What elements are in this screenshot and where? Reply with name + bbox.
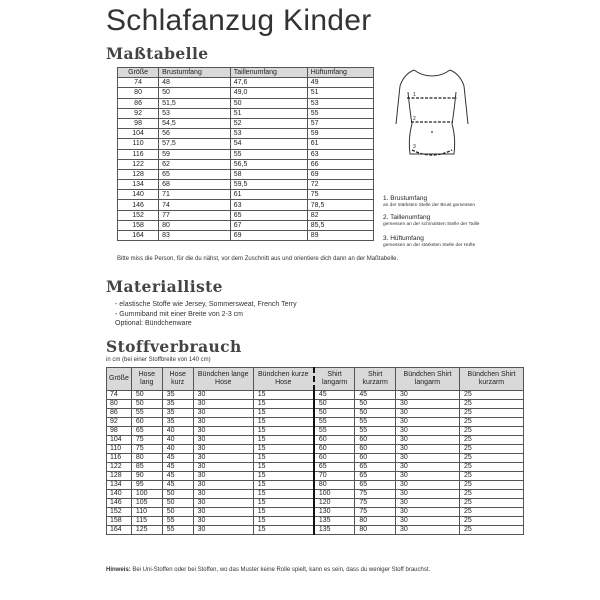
table-cell: 85,5 xyxy=(307,220,373,230)
table-row xyxy=(107,481,524,490)
table-cell: 100 xyxy=(131,490,162,499)
table-cell: 74 xyxy=(107,391,132,400)
fabric-table-body xyxy=(107,391,524,535)
table-cell: 25 xyxy=(459,454,523,463)
table-cell: 45 xyxy=(162,472,193,481)
size-table-header-row xyxy=(118,68,374,78)
table-cell: 57 xyxy=(307,118,373,128)
table-cell: 146 xyxy=(118,200,159,210)
table-cell: 55 xyxy=(314,427,355,436)
table-cell: 65 xyxy=(230,210,307,220)
table-cell: 85 xyxy=(131,463,162,472)
table-row xyxy=(118,220,374,230)
column-header: Hüftumfang xyxy=(307,68,373,78)
table-row xyxy=(107,499,524,508)
column-header: Taillenumfang xyxy=(230,68,307,78)
legend-item-2: 2. Taillenumfang gemessen an der schmalsten Stelle der Taille xyxy=(383,214,480,227)
column-header: Bündchen lange Hose xyxy=(193,368,253,391)
fabric-table xyxy=(106,367,524,535)
table-cell: 30 xyxy=(193,490,253,499)
material-item: Optional: Bündchenware xyxy=(115,320,192,327)
table-cell: 15 xyxy=(253,517,314,526)
table-cell: 30 xyxy=(395,400,459,409)
table-cell: 53 xyxy=(307,98,373,108)
table-cell: 74 xyxy=(159,200,231,210)
table-cell: 65 xyxy=(314,463,355,472)
table-cell: 45 xyxy=(314,391,355,400)
table-row xyxy=(118,129,374,139)
table-cell: 122 xyxy=(118,159,159,169)
table-cell: 75 xyxy=(307,190,373,200)
table-cell: 60 xyxy=(355,454,396,463)
table-row xyxy=(118,210,374,220)
table-cell: 80 xyxy=(159,220,231,230)
table-cell: 30 xyxy=(395,517,459,526)
table-row xyxy=(107,472,524,481)
table-cell: 69 xyxy=(230,231,307,241)
table-cell: 45 xyxy=(162,454,193,463)
table-cell: 105 xyxy=(131,499,162,508)
table-cell: 72 xyxy=(307,180,373,190)
table-cell: 110 xyxy=(131,508,162,517)
table-row xyxy=(118,108,374,118)
table-cell: 83 xyxy=(159,231,231,241)
table-cell: 80 xyxy=(107,400,132,409)
table-cell: 65 xyxy=(159,169,231,179)
table-cell: 15 xyxy=(253,463,314,472)
table-cell: 55 xyxy=(162,526,193,535)
table-cell: 86 xyxy=(107,409,132,418)
table-cell: 89 xyxy=(307,231,373,241)
table-cell: 15 xyxy=(253,490,314,499)
table-cell: 80 xyxy=(314,481,355,490)
table-cell: 30 xyxy=(395,454,459,463)
table-cell: 55 xyxy=(355,427,396,436)
column-header: Shirt kurzarm xyxy=(355,368,396,391)
table-cell: 69 xyxy=(307,169,373,179)
table-cell: 30 xyxy=(193,517,253,526)
table-row xyxy=(118,231,374,241)
table-cell: 25 xyxy=(459,418,523,427)
table-cell: 50 xyxy=(230,98,307,108)
table-cell: 50 xyxy=(355,400,396,409)
table-cell: 50 xyxy=(162,499,193,508)
table-cell: 90 xyxy=(131,472,162,481)
table-cell: 75 xyxy=(131,436,162,445)
table-cell: 30 xyxy=(395,436,459,445)
table-cell: 130 xyxy=(314,508,355,517)
table-row xyxy=(118,78,374,88)
table-row xyxy=(107,526,524,535)
table-cell: 71 xyxy=(159,190,231,200)
fabric-table-header-row xyxy=(107,368,524,391)
table-cell: 54,5 xyxy=(159,118,231,128)
table-cell: 30 xyxy=(193,481,253,490)
table-cell: 15 xyxy=(253,436,314,445)
table-row xyxy=(107,409,524,418)
torso-outline-icon xyxy=(392,62,472,172)
table-cell: 25 xyxy=(459,436,523,445)
body-measurement-figure xyxy=(392,62,472,177)
table-cell: 15 xyxy=(253,454,314,463)
table-row xyxy=(107,517,524,526)
table-cell: 30 xyxy=(395,508,459,517)
table-row xyxy=(118,88,374,98)
table-cell: 55 xyxy=(131,409,162,418)
marker-3: 3 xyxy=(413,144,416,150)
table-row xyxy=(107,508,524,517)
table-cell: 135 xyxy=(314,526,355,535)
table-cell: 51,5 xyxy=(159,98,231,108)
table-cell: 30 xyxy=(193,463,253,472)
table-cell: 146 xyxy=(107,499,132,508)
table-cell: 25 xyxy=(459,400,523,409)
legend-item-1: 1. Brustumfang an der stärksten Stelle der Brust gemessen xyxy=(383,195,475,208)
table-cell: 53 xyxy=(159,108,231,118)
table-cell: 60 xyxy=(314,436,355,445)
table-cell: 100 xyxy=(314,490,355,499)
table-cell: 30 xyxy=(193,427,253,436)
table-cell: 25 xyxy=(459,481,523,490)
table-cell: 65 xyxy=(355,481,396,490)
table-cell: 30 xyxy=(395,463,459,472)
column-header: Hose kurz xyxy=(162,368,193,391)
table-cell: 25 xyxy=(459,517,523,526)
table-cell: 48 xyxy=(159,78,231,88)
table-row xyxy=(107,391,524,400)
table-cell: 98 xyxy=(107,427,132,436)
table-cell: 49,0 xyxy=(230,88,307,98)
table-cell: 70 xyxy=(314,472,355,481)
table-cell: 45 xyxy=(355,391,396,400)
table-row xyxy=(107,463,524,472)
table-cell: 15 xyxy=(253,481,314,490)
table-cell: 30 xyxy=(395,490,459,499)
table-row xyxy=(107,454,524,463)
table-row xyxy=(107,445,524,454)
table-cell: 50 xyxy=(355,409,396,418)
table-cell: 86 xyxy=(118,98,159,108)
table-cell: 66 xyxy=(307,159,373,169)
table-cell: 30 xyxy=(395,499,459,508)
table-cell: 45 xyxy=(162,481,193,490)
table-cell: 152 xyxy=(118,210,159,220)
table-cell: 134 xyxy=(118,180,159,190)
table-cell: 49 xyxy=(307,78,373,88)
material-heading: Materialliste xyxy=(106,277,223,296)
table-cell: 15 xyxy=(253,526,314,535)
material-item: - elastische Stoffe wie Jersey, Sommersweat, French Terry xyxy=(115,301,297,308)
table-row xyxy=(118,169,374,179)
table-cell: 35 xyxy=(162,409,193,418)
table-cell: 50 xyxy=(162,508,193,517)
table-cell: 125 xyxy=(131,526,162,535)
column-header: Shirt langarm xyxy=(314,368,355,391)
size-table-body xyxy=(118,78,374,241)
table-cell: 15 xyxy=(253,418,314,427)
table-cell: 61 xyxy=(230,190,307,200)
table-cell: 30 xyxy=(193,499,253,508)
table-cell: 52 xyxy=(230,118,307,128)
table-cell: 120 xyxy=(314,499,355,508)
table-cell: 25 xyxy=(459,409,523,418)
table-cell: 40 xyxy=(162,427,193,436)
fabric-heading: Stoffverbrauch xyxy=(106,337,242,356)
table-cell: 63 xyxy=(230,200,307,210)
table-cell: 62 xyxy=(159,159,231,169)
table-cell: 164 xyxy=(118,231,159,241)
table-cell: 55 xyxy=(162,517,193,526)
table-cell: 82 xyxy=(307,210,373,220)
table-cell: 25 xyxy=(459,526,523,535)
table-cell: 116 xyxy=(118,149,159,159)
table-cell: 51 xyxy=(307,88,373,98)
table-cell: 63 xyxy=(307,149,373,159)
column-header: Bündchen kurze Hose xyxy=(253,368,314,391)
table-row xyxy=(118,98,374,108)
table-row xyxy=(107,418,524,427)
table-cell: 55 xyxy=(314,418,355,427)
table-cell: 30 xyxy=(193,418,253,427)
table-cell: 54 xyxy=(230,139,307,149)
table-cell: 30 xyxy=(193,508,253,517)
table-row xyxy=(118,118,374,128)
table-cell: 30 xyxy=(193,454,253,463)
table-cell: 50 xyxy=(162,490,193,499)
table-cell: 140 xyxy=(107,490,132,499)
table-cell: 152 xyxy=(107,508,132,517)
table-cell: 15 xyxy=(253,409,314,418)
table-cell: 50 xyxy=(159,88,231,98)
table-cell: 51 xyxy=(230,108,307,118)
table-cell: 25 xyxy=(459,445,523,454)
table-cell: 78,5 xyxy=(307,200,373,210)
table-row xyxy=(107,427,524,436)
column-header: Hose lang xyxy=(131,368,162,391)
table-cell: 50 xyxy=(314,409,355,418)
table-cell: 30 xyxy=(395,409,459,418)
table-cell: 55 xyxy=(230,149,307,159)
table-cell: 55 xyxy=(355,418,396,427)
table-cell: 56 xyxy=(159,129,231,139)
table-cell: 116 xyxy=(107,454,132,463)
table-cell: 140 xyxy=(118,190,159,200)
table-cell: 15 xyxy=(253,499,314,508)
table-cell: 92 xyxy=(107,418,132,427)
table-cell: 40 xyxy=(162,445,193,454)
table-cell: 25 xyxy=(459,463,523,472)
table-cell: 30 xyxy=(193,526,253,535)
table-cell: 80 xyxy=(355,517,396,526)
table-row xyxy=(107,436,524,445)
table-cell: 80 xyxy=(355,526,396,535)
table-row xyxy=(118,149,374,159)
table-row xyxy=(107,490,524,499)
table-cell: 15 xyxy=(253,508,314,517)
table-cell: 30 xyxy=(193,436,253,445)
table-cell: 75 xyxy=(131,445,162,454)
table-cell: 30 xyxy=(193,445,253,454)
table-cell: 67 xyxy=(230,220,307,230)
material-list xyxy=(115,300,297,329)
table-cell: 53 xyxy=(230,129,307,139)
table-cell: 55 xyxy=(307,108,373,118)
table-cell: 110 xyxy=(118,139,159,149)
table-cell: 80 xyxy=(131,454,162,463)
fabric-subheading: in cm (bei einer Stoffbreite von 140 cm) xyxy=(106,357,211,363)
table-row xyxy=(118,200,374,210)
table-cell: 122 xyxy=(107,463,132,472)
table-cell: 60 xyxy=(355,436,396,445)
table-cell: 25 xyxy=(459,508,523,517)
table-cell: 30 xyxy=(193,391,253,400)
table-cell: 61 xyxy=(307,139,373,149)
table-cell: 30 xyxy=(193,472,253,481)
table-cell: 158 xyxy=(118,220,159,230)
table-cell: 65 xyxy=(131,427,162,436)
table-cell: 60 xyxy=(314,445,355,454)
table-cell: 40 xyxy=(162,436,193,445)
table-cell: 25 xyxy=(459,472,523,481)
table-cell: 35 xyxy=(162,391,193,400)
table-cell: 56,5 xyxy=(230,159,307,169)
column-header: Bündchen Shirt kurzarm xyxy=(459,368,523,391)
table-cell: 30 xyxy=(395,472,459,481)
table-cell: 60 xyxy=(314,454,355,463)
table-cell: 95 xyxy=(131,481,162,490)
table-cell: 30 xyxy=(395,391,459,400)
table-cell: 30 xyxy=(395,418,459,427)
table-cell: 35 xyxy=(162,400,193,409)
table-cell: 25 xyxy=(459,427,523,436)
size-note: Bitte miss die Person, für die du nähst, vor dem Zuschnitt aus und orientiere dich dann an der Maßtabelle. xyxy=(117,256,399,262)
column-header: Größe xyxy=(107,368,132,391)
table-cell: 30 xyxy=(395,481,459,490)
table-cell: 50 xyxy=(314,400,355,409)
table-cell: 77 xyxy=(159,210,231,220)
table-cell: 158 xyxy=(107,517,132,526)
table-cell: 80 xyxy=(118,88,159,98)
table-cell: 104 xyxy=(118,129,159,139)
table-cell: 92 xyxy=(118,108,159,118)
table-row xyxy=(118,190,374,200)
table-cell: 15 xyxy=(253,472,314,481)
table-cell: 15 xyxy=(253,445,314,454)
table-cell: 25 xyxy=(459,490,523,499)
table-cell: 50 xyxy=(131,400,162,409)
hint-text xyxy=(106,567,430,573)
table-cell: 30 xyxy=(395,526,459,535)
table-cell: 104 xyxy=(107,436,132,445)
table-cell: 30 xyxy=(395,427,459,436)
size-table-heading: Maßtabelle xyxy=(106,44,209,63)
table-cell: 59 xyxy=(307,129,373,139)
table-cell: 75 xyxy=(355,508,396,517)
table-cell: 75 xyxy=(355,490,396,499)
table-cell: 25 xyxy=(459,391,523,400)
table-cell: 98 xyxy=(118,118,159,128)
table-cell: 15 xyxy=(253,391,314,400)
table-row xyxy=(118,159,374,169)
table-cell: 128 xyxy=(118,169,159,179)
table-cell: 115 xyxy=(131,517,162,526)
table-cell: 128 xyxy=(107,472,132,481)
column-header: Bündchen Shirt langarm xyxy=(395,368,459,391)
table-cell: 47,6 xyxy=(230,78,307,88)
table-cell: 59 xyxy=(159,149,231,159)
table-cell: 25 xyxy=(459,499,523,508)
table-cell: 164 xyxy=(107,526,132,535)
table-cell: 15 xyxy=(253,400,314,409)
table-cell: 57,5 xyxy=(159,139,231,149)
table-cell: 35 xyxy=(162,418,193,427)
hint-body: Bei Uni-Stoffen oder bei Stoffen, wo das Muster keine Rolle spielt, kann es sein, dass du weniger Stoff brauchst. xyxy=(130,567,431,573)
table-cell: 30 xyxy=(193,400,253,409)
table-cell: 58 xyxy=(230,169,307,179)
table-cell: 65 xyxy=(355,472,396,481)
table-cell: 30 xyxy=(395,445,459,454)
size-table xyxy=(117,67,374,241)
table-cell: 60 xyxy=(355,445,396,454)
table-cell: 110 xyxy=(107,445,132,454)
marker-2: 2 xyxy=(413,116,416,122)
table-cell: 68 xyxy=(159,180,231,190)
page-title: Schlafanzug Kinder xyxy=(106,4,372,37)
table-cell: 60 xyxy=(131,418,162,427)
column-header: Brustumfang xyxy=(159,68,231,78)
table-cell: 15 xyxy=(253,427,314,436)
table-cell: 75 xyxy=(355,499,396,508)
table-cell: 45 xyxy=(162,463,193,472)
table-cell: 30 xyxy=(193,409,253,418)
material-item: - Gummiband mit einer Breite von 2-3 cm xyxy=(115,310,243,318)
table-cell: 65 xyxy=(355,463,396,472)
column-header: Größe xyxy=(118,68,159,78)
table-cell: 50 xyxy=(131,391,162,400)
hint-label: Hinweis: xyxy=(106,567,131,573)
table-cell: 135 xyxy=(314,517,355,526)
table-row xyxy=(107,400,524,409)
marker-1: 1 xyxy=(413,92,416,98)
table-cell: 59,5 xyxy=(230,180,307,190)
table-cell: 134 xyxy=(107,481,132,490)
legend-item-3: 3. Hüftumfang gemessen an der stärksten Stelle der Hüfte xyxy=(383,235,476,248)
table-row xyxy=(118,139,374,149)
table-cell: 74 xyxy=(118,78,159,88)
table-row xyxy=(118,180,374,190)
